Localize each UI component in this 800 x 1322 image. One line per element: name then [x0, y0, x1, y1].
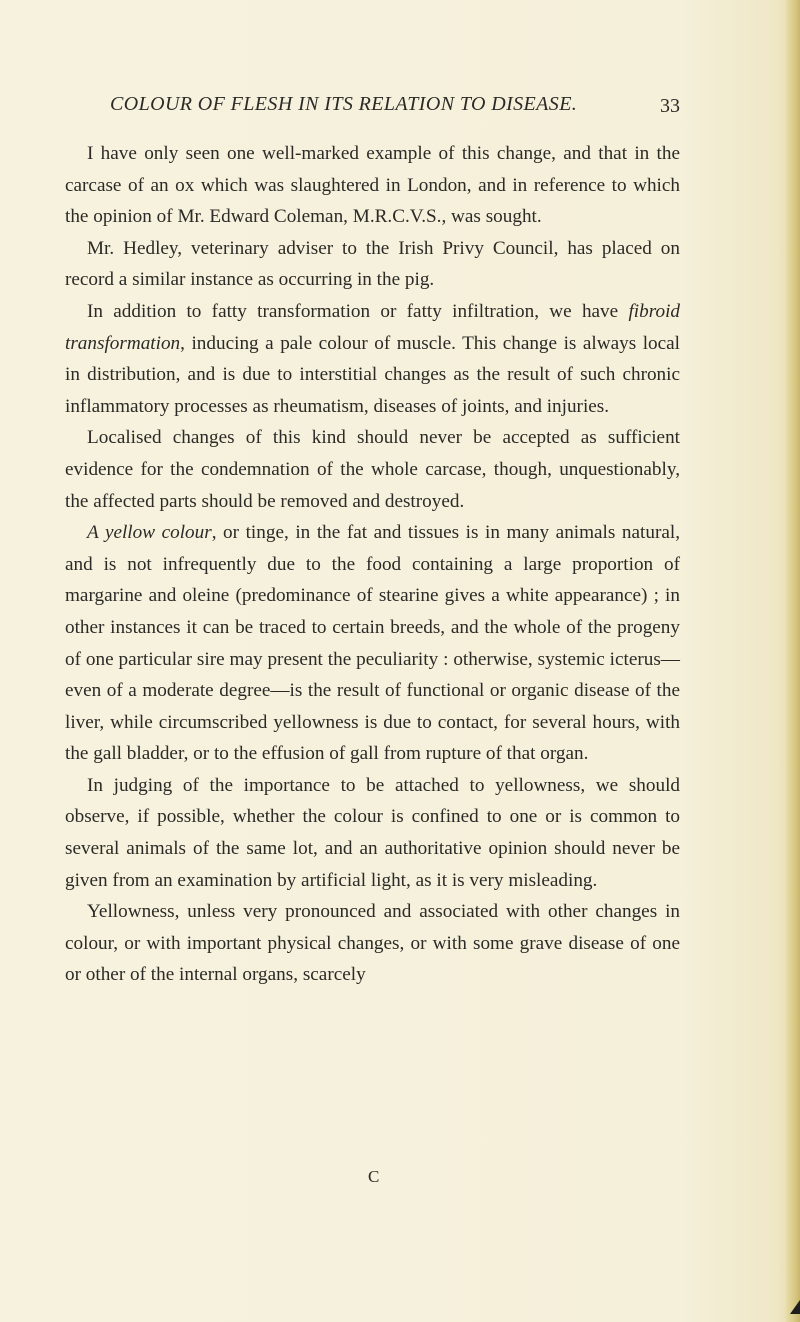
paragraph-7: Yellowness, unless very pronounced and associated with other changes in colour, or with important physical changes, or with some grave disease of one or other of the internal organs, scarcely [65, 901, 680, 986]
paragraph-1: I have only seen one well-marked example of this change, and that in the carcase of an ox which was slaughtered in London, and in reference to which the opinion of Mr. Edward Coleman, M.R.C.V.S., was sought. [65, 143, 680, 228]
body-text [65, 138, 680, 991]
paragraph-6: In judging of the importance to be attached to yellowness, we should observe, if possible, whether the colour is confined to one or is common to several animals of the same lot, and an authoritative opinion should never be given from an examination by artificial light, as it is very misleading. [65, 774, 680, 891]
paragraph-3-italic-term: fibroid transformation [65, 300, 680, 354]
page-number: 33 [660, 95, 680, 117]
signature-mark: C [368, 1167, 380, 1186]
paragraph-5 [65, 517, 680, 770]
page-edge [786, 0, 800, 1322]
paragraph-3-lead: In addition to fatty transformation or fatty infiltration, we have [87, 300, 619, 322]
paragraph-3-rest: , inducing a pale colour of muscle. This change is always local in distribution, and is due to interstitial changes as the result of such chronic inflammatory processes as rheumatism, diseases of joints, and injuries. [65, 332, 680, 417]
paragraph-5-rest: , or tinge, in the fat and tissues is in many animals natural, and is not infrequently due to the food containing a large proportion of margarine and oleine (predominance of stearine gives a white appearance) ; in other instances it can be traced to certain breeds, and the whole of the progeny of one particular sire may present the peculiarity : otherwise, systemic icterus—even of a moderate degree—is the result of functional or organic disease of the liver, while circumscribed yellowness is due to contact, for several hours, with the gall bladder, or to the effusion of gall from rupture of that organ. [65, 522, 680, 765]
paragraph-3 [65, 296, 680, 422]
running-head: COLOUR OF FLESH IN ITS RELATION TO DISEASE. [110, 93, 578, 115]
page-header [110, 93, 680, 123]
paragraph-5-italic-term: A yellow colour [87, 522, 212, 544]
paragraph-2: Mr. Hedley, veterinary adviser to the Irish Privy Council, has placed on record a similar instance as occurring in the pig. [65, 237, 680, 291]
page-corner-mark [790, 1300, 800, 1314]
paragraph-4: Localised changes of this kind should never be accepted as sufficient evidence for the condemnation of the whole carcase, though, unquestionably, the affected parts should be removed and destroyed. [65, 427, 680, 512]
